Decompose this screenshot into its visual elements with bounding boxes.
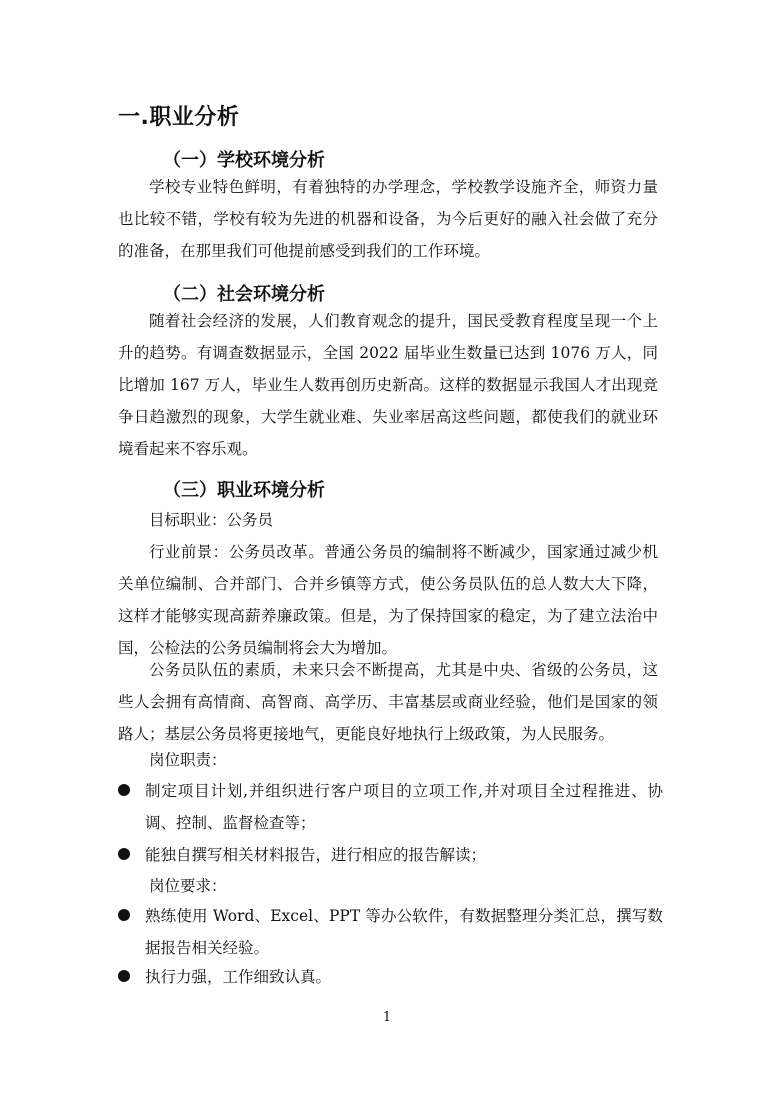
requirements-label: 岗位要求： [149,877,227,895]
section-2-title: （二）社会环境分析 [163,284,325,305]
section-1-title: （一）学校环境分析 [163,150,325,171]
duty-text: 制定项目计划,并组织进行客户项目的立项工作,并对项目全过程推进、协调、控制、监督检查等； [145,782,663,832]
main-heading: 一.职业分析 [118,105,240,130]
bullet-icon [118,970,130,982]
bullet-icon [118,848,130,860]
section-3-title: （三）职业环境分析 [163,480,325,501]
requirement-text: 熟练使用 Word、Excel、PPT 等办公软件，有数据整理分类汇总，撰写数据报告相关经验。 [145,907,663,957]
requirement-text: 执行力强，工作细致认真。 [145,968,332,986]
bullet-icon [118,784,130,796]
page-number: 1 [382,1010,392,1025]
quality-paragraph: 公务员队伍的素质，未来只会不断提高，尤其是中央、省级的公务员，这些人会拥有高情商、高智商、高学历、丰富基层或商业经验，他们是国家的领路人；基层公务员将更接地气，更能良好地执行上级政策，为人民服务。 [118,661,658,743]
bullet-icon [118,909,130,921]
industry-prospect-paragraph: 行业前景：公务员改革。普通公务员的编制将不断减少，国家通过减少机关单位编制、合并部门、合并乡镇等方式，使公务员队伍的总人数大大下降，这样才能够实现高薪养廉政策。但是，为了保持国家的稳定，为了建立法治中国，公检法的公务员编制将会大为增加。 [118,543,658,657]
duties-label: 岗位职责： [149,751,227,769]
section-2-paragraph: 随着社会经济的发展，人们教育观念的提升，国民受教育程度呈现一个上升的趋势。有调查数据显示，全国 2022 届毕业生数量已达到 1076 万人，同比增加 167 万人，毕业生人数再创历史新高。这样的数据显示我国人才出现竞争日趋激烈的现象，大学生就业难、失业率居高这些问题，都使我们的就业环境看起来不容乐观。 [118,312,658,458]
duty-text: 能独自撰写相关材料报告，进行相应的报告解读； [145,846,487,864]
section-1-paragraph: 学校专业特色鲜明，有着独特的办学理念，学校教学设施齐全，师资力量也比较不错，学校有较为先进的机器和设备，为今后更好的融入社会做了充分的准备，在那里我们可他提前感受到我们的工作环境。 [118,178,658,260]
target-career: 目标职业：公务员 [149,511,274,529]
